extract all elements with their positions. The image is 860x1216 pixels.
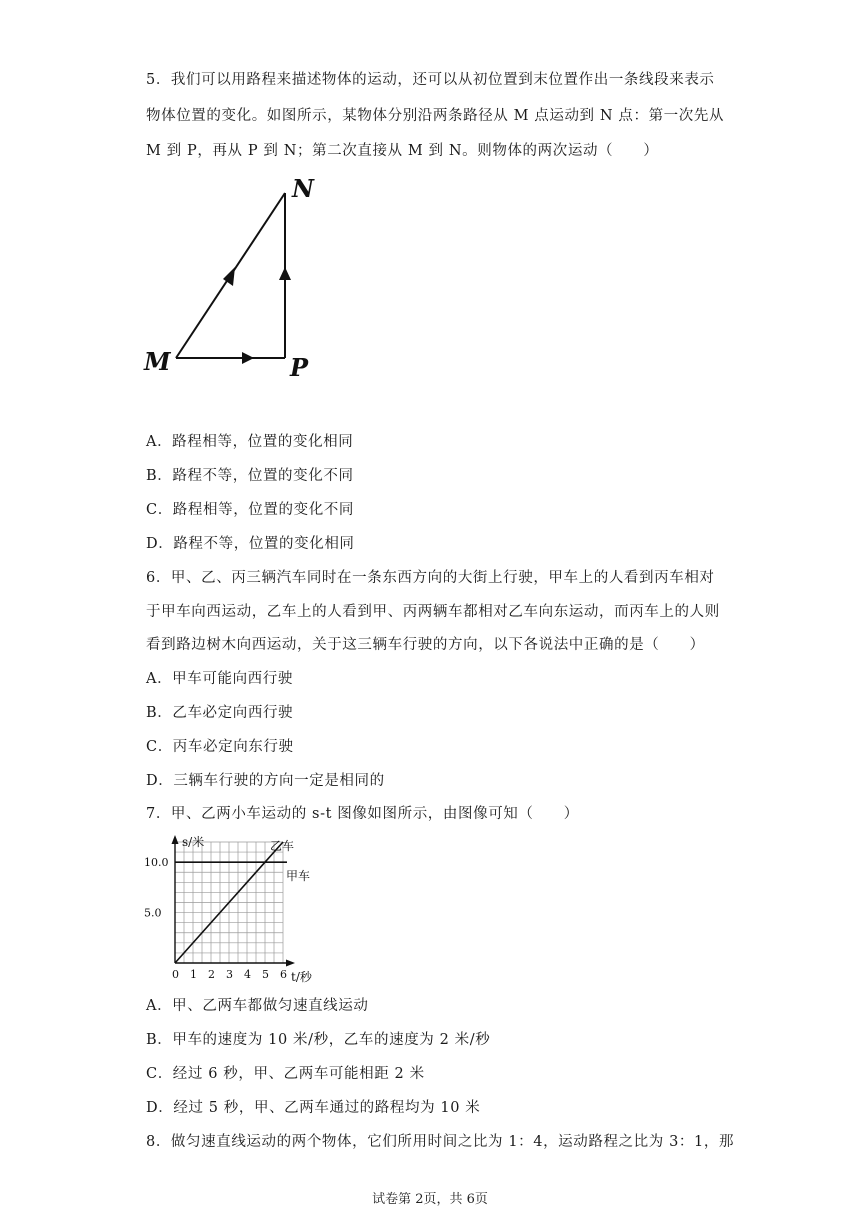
q7-option-c: C．经过 6 秒，甲、乙两车可能相距 2 米: [146, 1066, 425, 1082]
q7-option-b: B．甲车的速度为 10 米/秒，乙车的速度为 2 米/秒: [146, 1032, 491, 1048]
q5-option-c: C．路程相等，位置的变化不同: [146, 502, 354, 518]
x-tick-label: 4: [244, 968, 251, 981]
page-footer: 试卷第 2页，共 6页: [372, 1192, 488, 1207]
q7-line-1: 7．甲、乙两小车运动的 s-t 图像如图所示，由图像可知（ ）: [146, 806, 579, 822]
q7-option-d: D．经过 5 秒，甲、乙两车通过的路程均为 10 米: [146, 1100, 481, 1116]
x-tick-label: 5: [262, 968, 269, 981]
x-axis-arrow: [286, 960, 295, 967]
q5-option-a: A．路程相等，位置的变化相同: [146, 434, 354, 450]
q6-line-3: 看到路边树木向西运动，关于这三辆车行驶的方向，以下各说法中正确的是（ ）: [146, 637, 705, 653]
label-n: N: [292, 174, 314, 203]
q5-line-1: 5．我们可以用路程来描述物体的运动，还可以从初位置到末位置作出一条线段来表示: [146, 72, 715, 88]
q6-option-d: D．三辆车行驶的方向一定是相同的: [146, 773, 385, 789]
arrow-p-to-n: [279, 267, 291, 280]
label-p: P: [290, 353, 309, 382]
q6-option-a: A．甲车可能向西行驶: [146, 671, 293, 687]
q5-line-3: M 到 P，再从 P 到 N；第二次直接从 M 到 N。则物体的两次运动（ ）: [146, 143, 659, 159]
x-tick-label: 0: [172, 968, 179, 981]
x-tick-label: 1: [190, 968, 197, 981]
q8-line-1: 8．做匀速直线运动的两个物体，它们所用时间之比为 1：4，运动路程之比为 3：1，那: [146, 1134, 735, 1150]
x-axis-label: t/秒: [291, 970, 312, 984]
x-tick-label: 3: [226, 968, 233, 981]
arrowheads: [223, 267, 291, 364]
q5-vector-figure: [130, 165, 360, 395]
y-tick-label: 5.0: [144, 906, 162, 920]
q5-option-b: B．路程不等，位置的变化不同: [146, 468, 354, 484]
y-tick-label: 10.0: [144, 856, 169, 870]
st-chart: [140, 830, 340, 990]
label-m: M: [144, 347, 171, 376]
y-axis-arrow: [172, 835, 179, 844]
q6-line-1: 6．甲、乙、丙三辆汽车同时在一条东西方向的大街上行驶，甲车上的人看到丙车相对: [146, 570, 715, 586]
series-label-yi: 乙车: [270, 839, 295, 853]
series-label-jia: 甲车: [286, 869, 311, 883]
q7-option-a: A．甲、乙两车都做匀速直线运动: [146, 998, 369, 1014]
y-axis-label: s/米: [182, 835, 205, 849]
arrow-m-to-p: [242, 352, 254, 364]
q6-option-c: C．丙车必定向东行驶: [146, 739, 294, 755]
q6-line-2: 于甲车向西运动，乙车上的人看到甲、丙两辆车都相对乙车向东运动，而丙车上的人则: [146, 604, 720, 620]
x-tick-label: 2: [208, 968, 215, 981]
q6-option-b: B．乙车必定向西行驶: [146, 705, 294, 721]
q5-option-d: D．路程不等，位置的变化相同: [146, 536, 355, 552]
q5-line-2: 物体位置的变化。如图所示，某物体分别沿两条路径从 M 点运动到 N 点：第一次先从: [146, 108, 725, 124]
x-tick-label: 6: [280, 968, 287, 981]
